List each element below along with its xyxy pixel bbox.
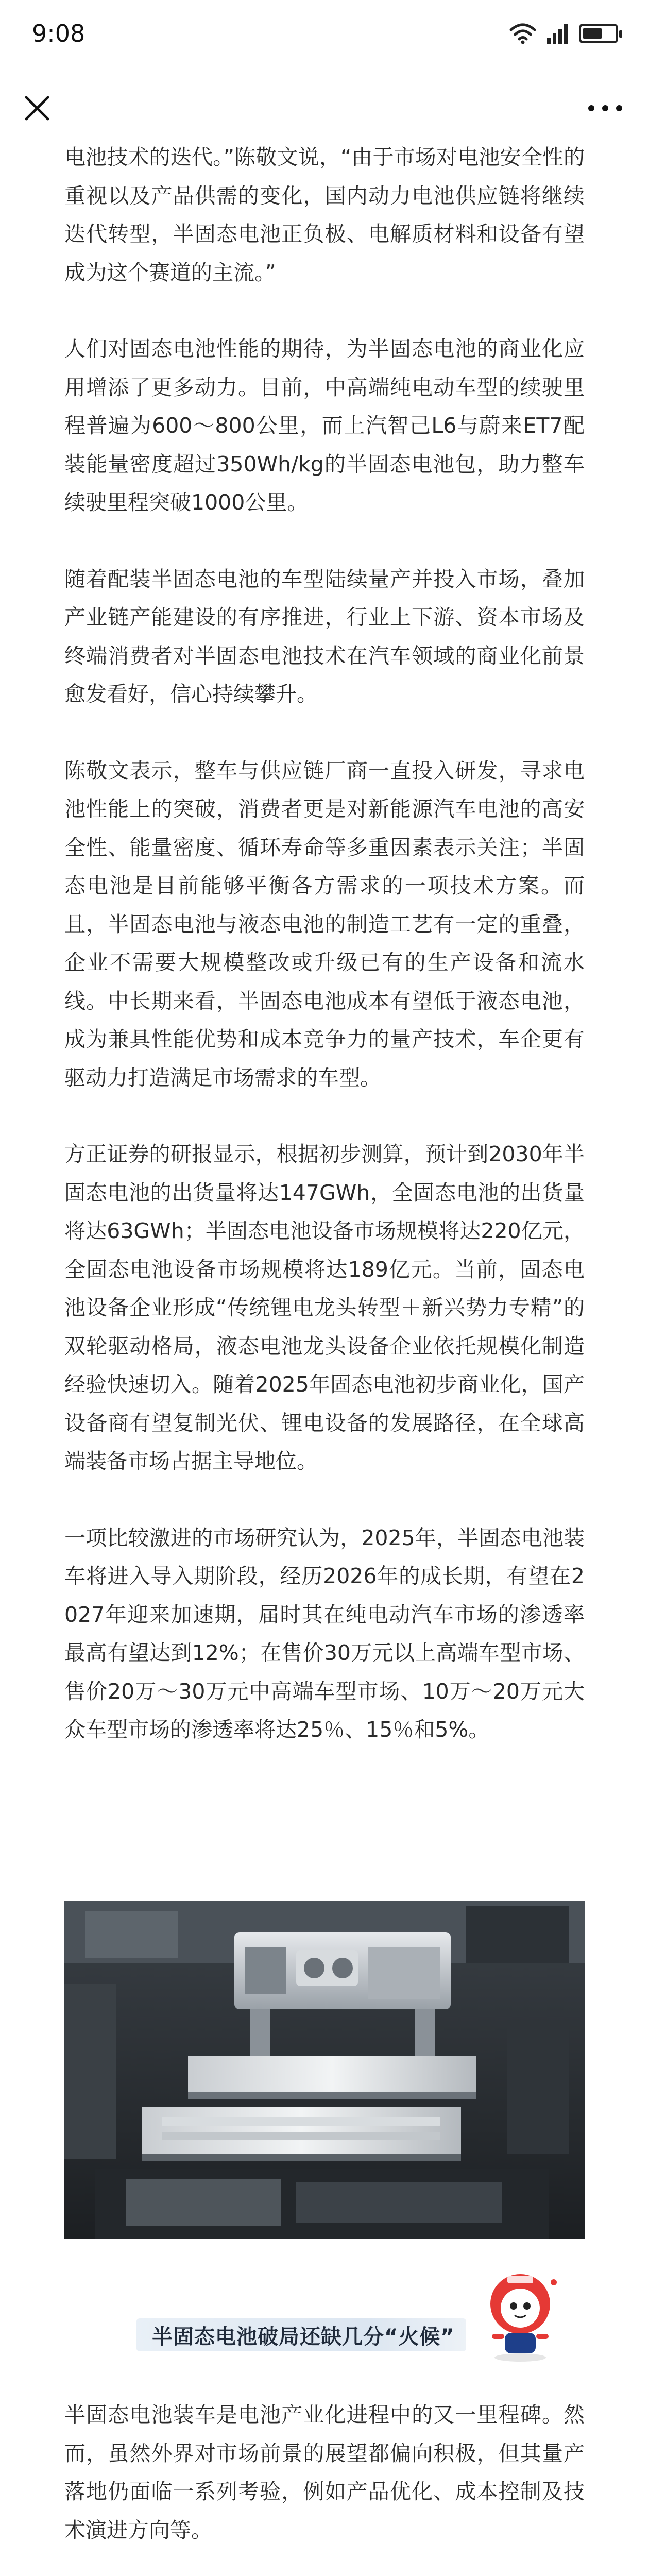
section-heading [64, 2262, 585, 2365]
article-paragraph: 方正证券的研报显示，根据初步测算，预计到2030年半固态电池的出货量将达147GWh，全固态电池的出货量将达63GWh；半固态电池设备市场规模将达220亿元，全固态电池设备市场规模将达189亿元。当前，固态电池设备企业形成“传统锂电龙头转型＋新兴势力专精”的双轮驱动格局，液态电池龙头设备企业依托规模化制造经验快速切入。随着2025年固态电池初步商业化，国产设备商有望复制光伏、锂电设备的发展路径，在全球高端装备市场占据主导地位。 [64, 1142, 585, 1473]
more-icon [587, 104, 623, 112]
article-paragraph: 人们对固态电池性能的期待，为半固态电池的商业化应用增添了更多动力。目前，中高端纯电动车型的续驶里程普遍为600～800公里，而上汽智己L6与蔚来ET7配装能量密度超过350Wh/kg的半固态电池包，助力整车续驶里程突破1000公里。 [64, 336, 585, 515]
mascot-icon [476, 2262, 564, 2365]
battery-machine-image [64, 1901, 585, 2239]
article-paragraph: 半固态电池装车是电池产业化进程中的又一里程碑。然而，虽然外界对市场前景的展望都偏向积极，但其量产落地仍面临一系列考验，例如产品优化、成本控制及技术演进方向等。 [64, 2402, 585, 2543]
article-paragraph: 陈敬文表示，整车与供应链厂商一直投入研发，寻求电池性能上的突破，消费者更是对新能源汽车电池的高安全性、能量密度、循环寿命等多重因素表示关注；半固态电池是目前能够平衡各方需求的一项技术方案。而且，半固态电池与液态电池的制造工艺有一定的重叠，企业不需要大规模整改或升级已有的生产设备和流水线。中长期来看，半固态电池成本有望低于液态电池，成为兼具性能优势和成本竞争力的量产技术，车企更有驱动力打造满足市场需求的车型。 [64, 758, 585, 1090]
battery-icon [579, 24, 618, 43]
wifi-icon [509, 23, 537, 44]
article-paragraph: 电池技术的迭代。”陈敬文说，“由于市场对电池安全性的重视以及产品供需的变化，国内动力电池供应链将继续迭代转型，半固态电池正负极、电解质材料和设备有望成为这个赛道的主流。” [64, 145, 585, 285]
status-time: 9:08 [32, 20, 86, 47]
more-button[interactable] [582, 90, 628, 127]
article-paragraph: 随着配装半固态电池的车型陆续量产并投入市场，叠加产业链产能建设的有序推进，行业上下游、资本市场及终端消费者对半固态电池技术在汽车领域的商业化前景愈发看好，信心持续攀升。 [64, 566, 585, 706]
article-body-continued [64, 2396, 585, 2576]
article-paragraph: 一项比较激进的市场研究认为，2025年，半固态电池装车将进入导入期阶段，经历2026年的成长期，有望在2027年迎来加速期，届时其在纯电动汽车市场的渗透率最高有望达到12%；在售价30万元以上高端车型市场、售价20万～30万元中高端车型市场、10万～20万元大众车型市场的渗透率将达25％、15％和5%。 [64, 1525, 585, 1742]
section-heading-text: 半固态电池破局还缺几分“火候” [152, 2325, 455, 2349]
article-body [64, 138, 585, 1787]
status-bar [0, 0, 649, 72]
close-icon [23, 94, 51, 122]
signal-icon [546, 23, 570, 44]
article-photo[interactable] [64, 1901, 585, 2239]
close-button[interactable] [19, 90, 56, 127]
status-icons [509, 23, 618, 44]
battery-fill [583, 28, 602, 39]
